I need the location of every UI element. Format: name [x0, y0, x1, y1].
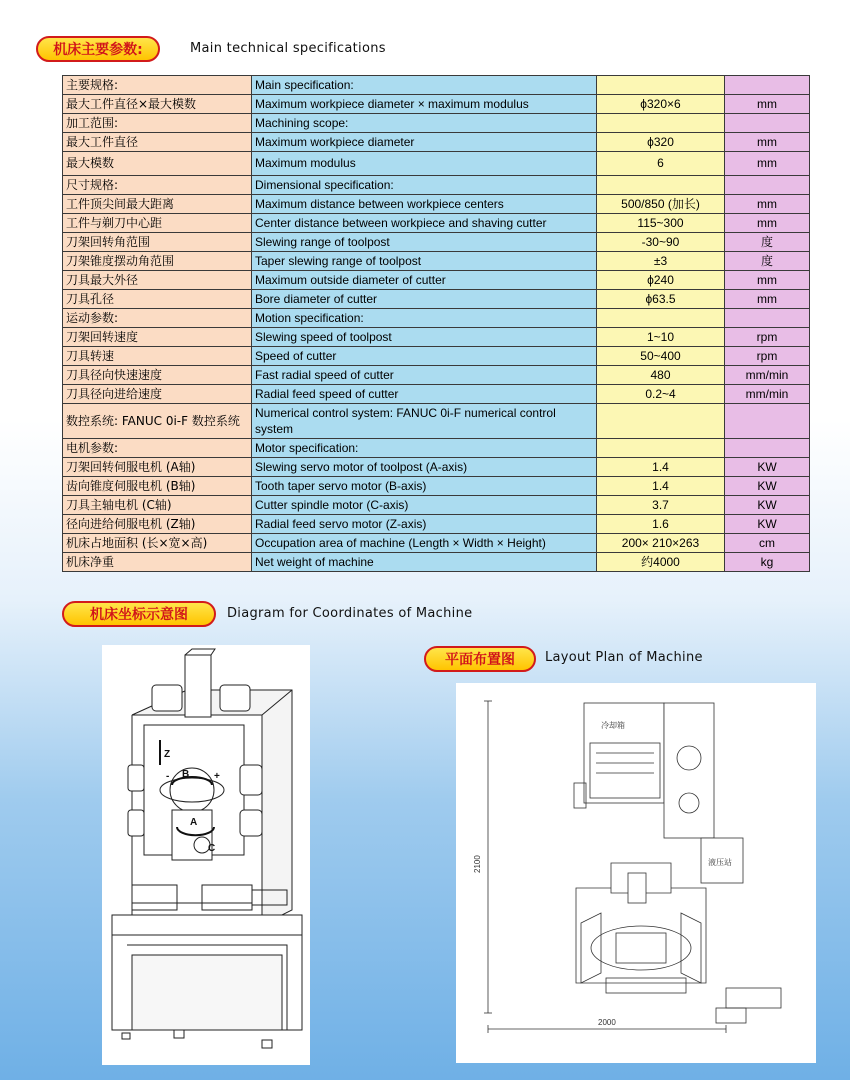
- spec-name-cn: 数控系统: FANUC 0i-F 数控系统: [63, 404, 252, 439]
- spec-value: 1~10: [597, 328, 725, 347]
- spec-name-cn: 径向进给伺服电机 (Z轴): [63, 515, 252, 534]
- spec-name-en: Tooth taper servo motor (B-axis): [252, 477, 597, 496]
- spec-row: [63, 214, 810, 233]
- spec-value: [597, 309, 725, 328]
- spec-name-cn: 刀架回转伺服电机 (A轴): [63, 458, 252, 477]
- spec-name-cn: 机床净重: [63, 553, 252, 572]
- spec-row: [63, 366, 810, 385]
- spec-name-en: Slewing range of toolpost: [252, 233, 597, 252]
- spec-value: ϕ320×6: [597, 95, 725, 114]
- spec-name-en: Maximum modulus: [252, 152, 597, 176]
- spec-unit: kg: [725, 553, 810, 572]
- spec-unit: mm: [725, 152, 810, 176]
- spec-value: [597, 114, 725, 133]
- spec-name-cn: 最大工件直径×最大模数: [63, 95, 252, 114]
- spec-name-cn: 刀架回转速度: [63, 328, 252, 347]
- spec-name-cn: 电机参数:: [63, 439, 252, 458]
- spec-unit: [725, 309, 810, 328]
- axis-label-b: B: [182, 769, 190, 780]
- spec-name-cn: 刀具孔径: [63, 290, 252, 309]
- spec-name-cn: 刀具转速: [63, 347, 252, 366]
- spec-name-cn: 运动参数:: [63, 309, 252, 328]
- spec-name-en: Motion specification:: [252, 309, 597, 328]
- spec-row: [63, 515, 810, 534]
- spec-unit: KW: [725, 458, 810, 477]
- spec-table: [62, 75, 810, 572]
- coordinates-diagram: [102, 645, 310, 1065]
- spec-name-en: Main specification:: [252, 76, 597, 95]
- spec-name-en: Slewing servo motor of toolpost (A-axis): [252, 458, 597, 477]
- spec-name-en: Maximum distance between workpiece centers: [252, 195, 597, 214]
- axis-sign-plus: +: [214, 771, 220, 782]
- spec-name-cn: 齿向锥度伺服电机 (B轴): [63, 477, 252, 496]
- spec-name-en: Cutter spindle motor (C-axis): [252, 496, 597, 515]
- spec-row: [63, 458, 810, 477]
- spec-row: [63, 95, 810, 114]
- spec-name-en: Center distance between workpiece and shaving cutter: [252, 214, 597, 233]
- spec-row: [63, 477, 810, 496]
- label-cooling-tank: 冷却箱: [601, 721, 625, 730]
- spec-name-en: Taper slewing range of toolpost: [252, 252, 597, 271]
- spec-name-cn: 尺寸规格:: [63, 176, 252, 195]
- spec-row: [63, 176, 810, 195]
- dim-width: 2000: [598, 1018, 616, 1027]
- spec-name-en: Fast radial speed of cutter: [252, 366, 597, 385]
- section-badge-coordinates: [62, 601, 216, 627]
- spec-name-cn: 刀架回转角范围: [63, 233, 252, 252]
- spec-row: [63, 328, 810, 347]
- spec-value: 3.7: [597, 496, 725, 515]
- spec-value: 480: [597, 366, 725, 385]
- layout-plan-diagram: [456, 683, 816, 1063]
- spec-unit: rpm: [725, 328, 810, 347]
- spec-name-en: Net weight of machine: [252, 553, 597, 572]
- spec-name-en: Maximum outside diameter of cutter: [252, 271, 597, 290]
- spec-row: [63, 195, 810, 214]
- axis-label-z: Z: [164, 749, 171, 760]
- section-badge-label: 平面布置图: [445, 652, 515, 668]
- spec-value: ϕ63.5: [597, 290, 725, 309]
- spec-name-en: Dimensional specification:: [252, 176, 597, 195]
- spec-unit: [725, 176, 810, 195]
- spec-value: 约4000: [597, 553, 725, 572]
- spec-unit: KW: [725, 496, 810, 515]
- spec-row: [63, 152, 810, 176]
- spec-name-en: Motor specification:: [252, 439, 597, 458]
- spec-name-cn: 工件与剃刀中心距: [63, 214, 252, 233]
- spec-value: 50~400: [597, 347, 725, 366]
- spec-unit: KW: [725, 477, 810, 496]
- spec-row: [63, 252, 810, 271]
- spec-unit: mm: [725, 95, 810, 114]
- spec-name-cn: 最大工件直径: [63, 133, 252, 152]
- spec-unit: mm: [725, 133, 810, 152]
- axis-label-a: A: [190, 817, 198, 828]
- spec-name-cn: 刀具主轴电机 (C轴): [63, 496, 252, 515]
- spec-name-cn: 工件顶尖间最大距离: [63, 195, 252, 214]
- spec-value: [597, 76, 725, 95]
- spec-name-cn: 主要规格:: [63, 76, 252, 95]
- spec-value: -30~90: [597, 233, 725, 252]
- spec-value: 115~300: [597, 214, 725, 233]
- spec-row: [63, 133, 810, 152]
- spec-name-cn: 刀具径向快速速度: [63, 366, 252, 385]
- spec-name-en: Slewing speed of toolpost: [252, 328, 597, 347]
- spec-value: 200× 210×263: [597, 534, 725, 553]
- spec-unit: 度: [725, 233, 810, 252]
- spec-name-en: Bore diameter of cutter: [252, 290, 597, 309]
- section-badge-main-specs: [36, 36, 160, 62]
- axis-sign-minus: -: [166, 771, 170, 782]
- spec-name-en: Maximum workpiece diameter × maximum modulus: [252, 95, 597, 114]
- spec-value: 500/850 (加长): [597, 195, 725, 214]
- spec-name-en: Radial feed speed of cutter: [252, 385, 597, 404]
- spec-value: ϕ320: [597, 133, 725, 152]
- spec-value: ϕ240: [597, 271, 725, 290]
- spec-value: 1.4: [597, 477, 725, 496]
- spec-unit: [725, 439, 810, 458]
- section-badge-label: 机床主要参数:: [53, 42, 143, 58]
- spec-row: [63, 309, 810, 328]
- spec-unit: mm: [725, 271, 810, 290]
- spec-row: [63, 439, 810, 458]
- spec-row: [63, 404, 810, 439]
- spec-name-en: Radial feed servo motor (Z-axis): [252, 515, 597, 534]
- spec-row: [63, 233, 810, 252]
- spec-name-cn: 机床占地面积 (长×宽×高): [63, 534, 252, 553]
- spec-row: [63, 290, 810, 309]
- spec-row: [63, 496, 810, 515]
- spec-unit: cm: [725, 534, 810, 553]
- section-badge-label: 机床坐标示意图: [90, 607, 188, 623]
- dim-height: 2100: [473, 855, 482, 873]
- axis-label-c: C: [208, 843, 216, 854]
- spec-unit: mm/min: [725, 366, 810, 385]
- spec-name-cn: 加工范围:: [63, 114, 252, 133]
- spec-name-en: Speed of cutter: [252, 347, 597, 366]
- section-title-main-specs: Main technical specifications: [190, 41, 386, 56]
- spec-value: 1.6: [597, 515, 725, 534]
- spec-value: [597, 176, 725, 195]
- section-badge-layout: [424, 646, 536, 672]
- spec-value: [597, 439, 725, 458]
- spec-name-cn: 刀具最大外径: [63, 271, 252, 290]
- spec-name-en: Numerical control system: FANUC 0i-F numerical control system: [252, 404, 597, 439]
- layout-drawing: [456, 683, 816, 1063]
- label-hydraulic-station: 液压站: [708, 858, 732, 867]
- spec-name-en: Machining scope:: [252, 114, 597, 133]
- spec-unit: mm: [725, 195, 810, 214]
- section-title-layout: Layout Plan of Machine: [545, 650, 703, 665]
- spec-name-cn: 刀架锥度摆动角范围: [63, 252, 252, 271]
- spec-unit: rpm: [725, 347, 810, 366]
- spec-row: [63, 114, 810, 133]
- spec-row: [63, 76, 810, 95]
- spec-unit: [725, 114, 810, 133]
- spec-value: 0.2~4: [597, 385, 725, 404]
- spec-name-en: Maximum workpiece diameter: [252, 133, 597, 152]
- machine-drawing: [102, 645, 310, 1065]
- spec-unit: mm: [725, 290, 810, 309]
- spec-row: [63, 347, 810, 366]
- spec-value: [597, 404, 725, 439]
- spec-value: 1.4: [597, 458, 725, 477]
- spec-unit: mm: [725, 214, 810, 233]
- spec-unit: [725, 404, 810, 439]
- spec-name-en: Occupation area of machine (Length × Width × Height): [252, 534, 597, 553]
- spec-unit: [725, 76, 810, 95]
- spec-name-cn: 最大模数: [63, 152, 252, 176]
- spec-value: 6: [597, 152, 725, 176]
- spec-row: [63, 385, 810, 404]
- spec-row: [63, 534, 810, 553]
- spec-row: [63, 553, 810, 572]
- spec-value: ±3: [597, 252, 725, 271]
- spec-unit: 度: [725, 252, 810, 271]
- spec-name-cn: 刀具径向进给速度: [63, 385, 252, 404]
- spec-unit: mm/min: [725, 385, 810, 404]
- spec-unit: KW: [725, 515, 810, 534]
- section-title-coordinates: Diagram for Coordinates of Machine: [227, 606, 473, 621]
- spec-row: [63, 271, 810, 290]
